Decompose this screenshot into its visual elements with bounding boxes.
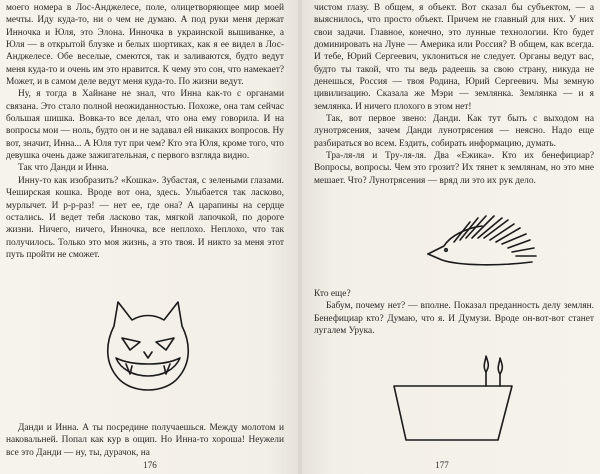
page-number: 177 bbox=[435, 460, 449, 470]
paragraph: Бабум, почему нет? — вполне. Показал преданность делу землян. Бенефициар кто? Думаю, что я. И Думузи. Вроде он-вот-вот станет лугалем Урука. bbox=[314, 301, 594, 337]
page-number: 176 bbox=[143, 460, 157, 470]
left-page-text-bottom bbox=[6, 422, 284, 459]
paragraph: Данди и Инна. А ты посредине получаешься. Между молотом и наковальней. Попал как кур в ощип. Но Инна-то хороша! Неужели все это Данди — ну, ты, дурачок, на bbox=[6, 423, 284, 458]
paragraph: Так что Данди и Инна. bbox=[18, 163, 109, 174]
right-page-text-top bbox=[314, 2, 594, 187]
paragraph: Так, вот первое звено: Данди. Как тут быть с выходом на лунотрясения, зачем Данди лунотрясения — неясно. Надо еще разбираться во всем. Ездить, собирать информацию, думать. bbox=[314, 114, 594, 149]
paragraph: чистом глазу. В общем, я объект. Вот сказал бы субъектом, — а выяснилось, что просто объект. Причем не главный для них. У них свои задачи. Главное, конечно, это лунные технологии. Кто будет доминировать на Луне — Америка или Россия? В общем, как всегда. И тебе, Юрий Сергеевич, уклониться не следует. Органы ведут вас, будто ты такой, что ты ведь радеешь за свою страну, никуда не денешься, Россия — твоя Родина, Юрий Сергеевич. Мы земную цивилизацию. Сказала же Мэри — землянка. Землянка — и я землянка. И ничего плохого в этом нет! bbox=[314, 3, 594, 112]
box-with-candles-drawing-icon bbox=[388, 346, 518, 446]
right-page bbox=[302, 0, 600, 474]
paragraph: Инну-то как изобразить? «Кошка». Зубастая, с зелеными глазами. Чеширская кошка. Вроде вот она, здесь. Улыбается так ласково, мурлычет. И р-р-раз! — нет ее, где она? А царапины на сердце остались. И ведет тебя ласково так, мягкой лапочкой, по дороге жизни. Ничего, ничего, Инночка, все неплохо. Неплохо, что так получилось. Только это моя жизнь, а это твоя. И никто за меня этот путь пройти не сможет. bbox=[6, 175, 284, 260]
paragraph: Ну, я тогда в Хайнане не знал, что Инна как-то с органами связана. Это стало полной неожиданностью. Похоже, она там сейчас большая шишка. Вовка-то все делал, что она ему говорила. И на вопросы мои — ноль, будто он и не задавал ей никаких вопросов. Ну вот, значит, Инна... А Юля тут при чем? Кто эта Юля, кроме того, что девушка очень даже зажигательная, с первого взгляда видно. bbox=[6, 89, 284, 162]
left-page-text-top bbox=[6, 2, 284, 261]
paragraph: Тра-ля-ля и Тру-ля-ля. Два «Ежика». Кто их бенефициар? Вопросы, вопросы. Чем это грозит? Их тянет к землянам, но это мне мешает. Что? Лунотрясения — вряд ли это их рук дело. bbox=[314, 151, 594, 186]
hedgehog-drawing-icon bbox=[420, 212, 540, 282]
right-page-text-bottom bbox=[314, 288, 594, 337]
paragraph: Кто еще? bbox=[314, 289, 351, 299]
paragraph: моего номера в Лос-Анджелесе, поле, олицетворяющее мир моей мечты. Иду куда-то, ни о чем не думаю. А под руки меня держат Инночка и Юля, это Элона. Инночка в украинской вышиванке, а Юля — в открытой блузке и белых шортиках, как я ее видел в Лос-Анджелесе. Обе веселые, смеются, так и заливаются, будто ведут меня куда-то и очень им это нравится. К чему это сон, что намекает? Может, и в самом деле ведут меня куда-то. По жизни ведут. bbox=[6, 3, 284, 88]
cat-face-drawing-icon bbox=[92, 292, 202, 402]
left-page bbox=[0, 0, 298, 474]
